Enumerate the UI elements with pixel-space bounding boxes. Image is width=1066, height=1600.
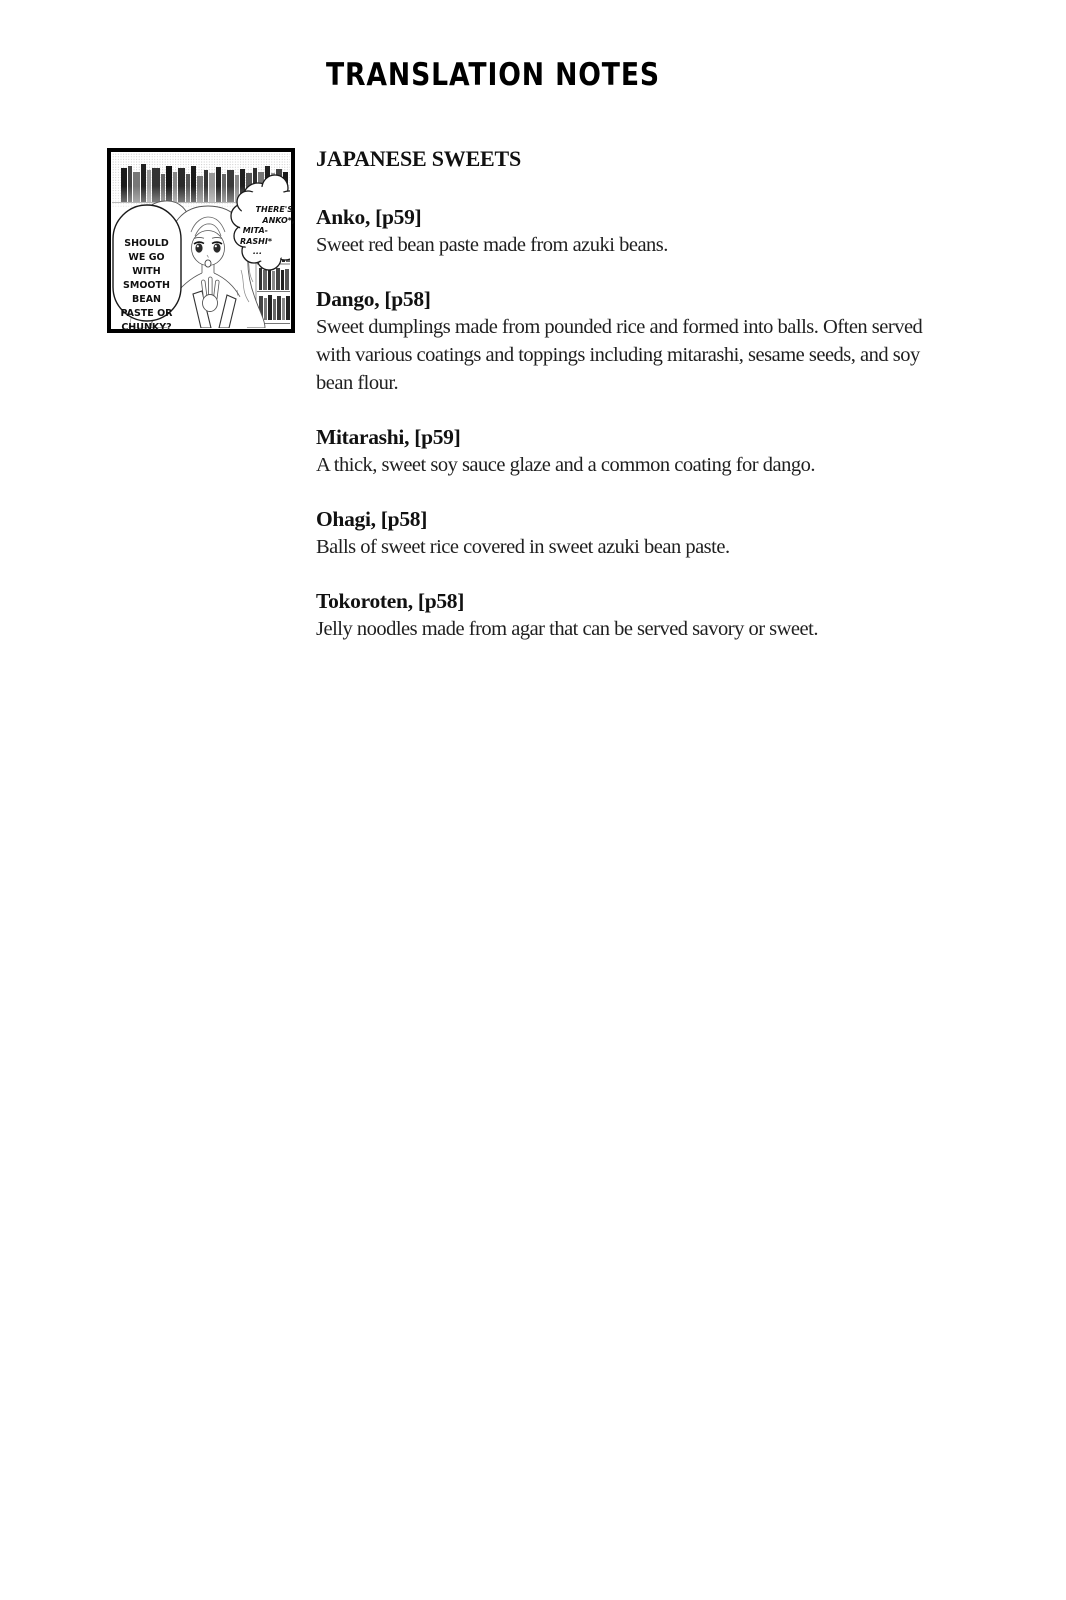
glossary-entry — [316, 587, 948, 643]
page-title: TRANSLATION NOTES — [326, 57, 660, 93]
speech-line: RASHI* — [240, 236, 272, 246]
speech-line: THERE'S — [255, 205, 293, 214]
entry-definition: Balls of sweet rice covered in sweet azuki bean paste. — [316, 536, 730, 558]
speech-bubble-right-text — [225, 205, 295, 258]
entry-term: Dango, [p58] — [316, 287, 431, 311]
manga-panel — [107, 148, 295, 333]
glossary-entry — [316, 423, 948, 479]
glossary-entry — [316, 285, 948, 397]
speech-line: ANKO*, — [262, 215, 295, 225]
entry-definition: Jelly noodles made from agar that can be served savory or sweet. — [316, 618, 818, 640]
glossary-entry — [316, 505, 948, 561]
section-heading: JAPANESE SWEETS — [316, 146, 522, 171]
glossary-section — [316, 146, 948, 669]
entry-term: Mitarashi, [p59] — [316, 425, 461, 449]
entry-term: Tokoroten, [p58] — [316, 589, 465, 613]
speech-line: MITA- — [242, 226, 268, 235]
entry-definition: A thick, sweet soy sauce glaze and a common coating for dango. — [316, 454, 815, 476]
speech-bubble-left-text: SHOULD WE GO WITH SMOOTH BEAN PASTE OR CHUNKY? — [120, 238, 173, 333]
entry-definition: Sweet dumplings made from pounded rice and formed into balls. Often served with various coatings and toppings including mitarashi, sesame seeds, and soy bean flour. — [316, 316, 923, 394]
entry-term: Anko, [p59] — [316, 205, 422, 229]
speech-line: ... — [252, 247, 262, 256]
entry-term: Ohagi, [p58] — [316, 507, 428, 531]
entry-definition: Sweet red bean paste made from azuki beans. — [316, 234, 668, 256]
glossary-entry — [316, 203, 948, 259]
